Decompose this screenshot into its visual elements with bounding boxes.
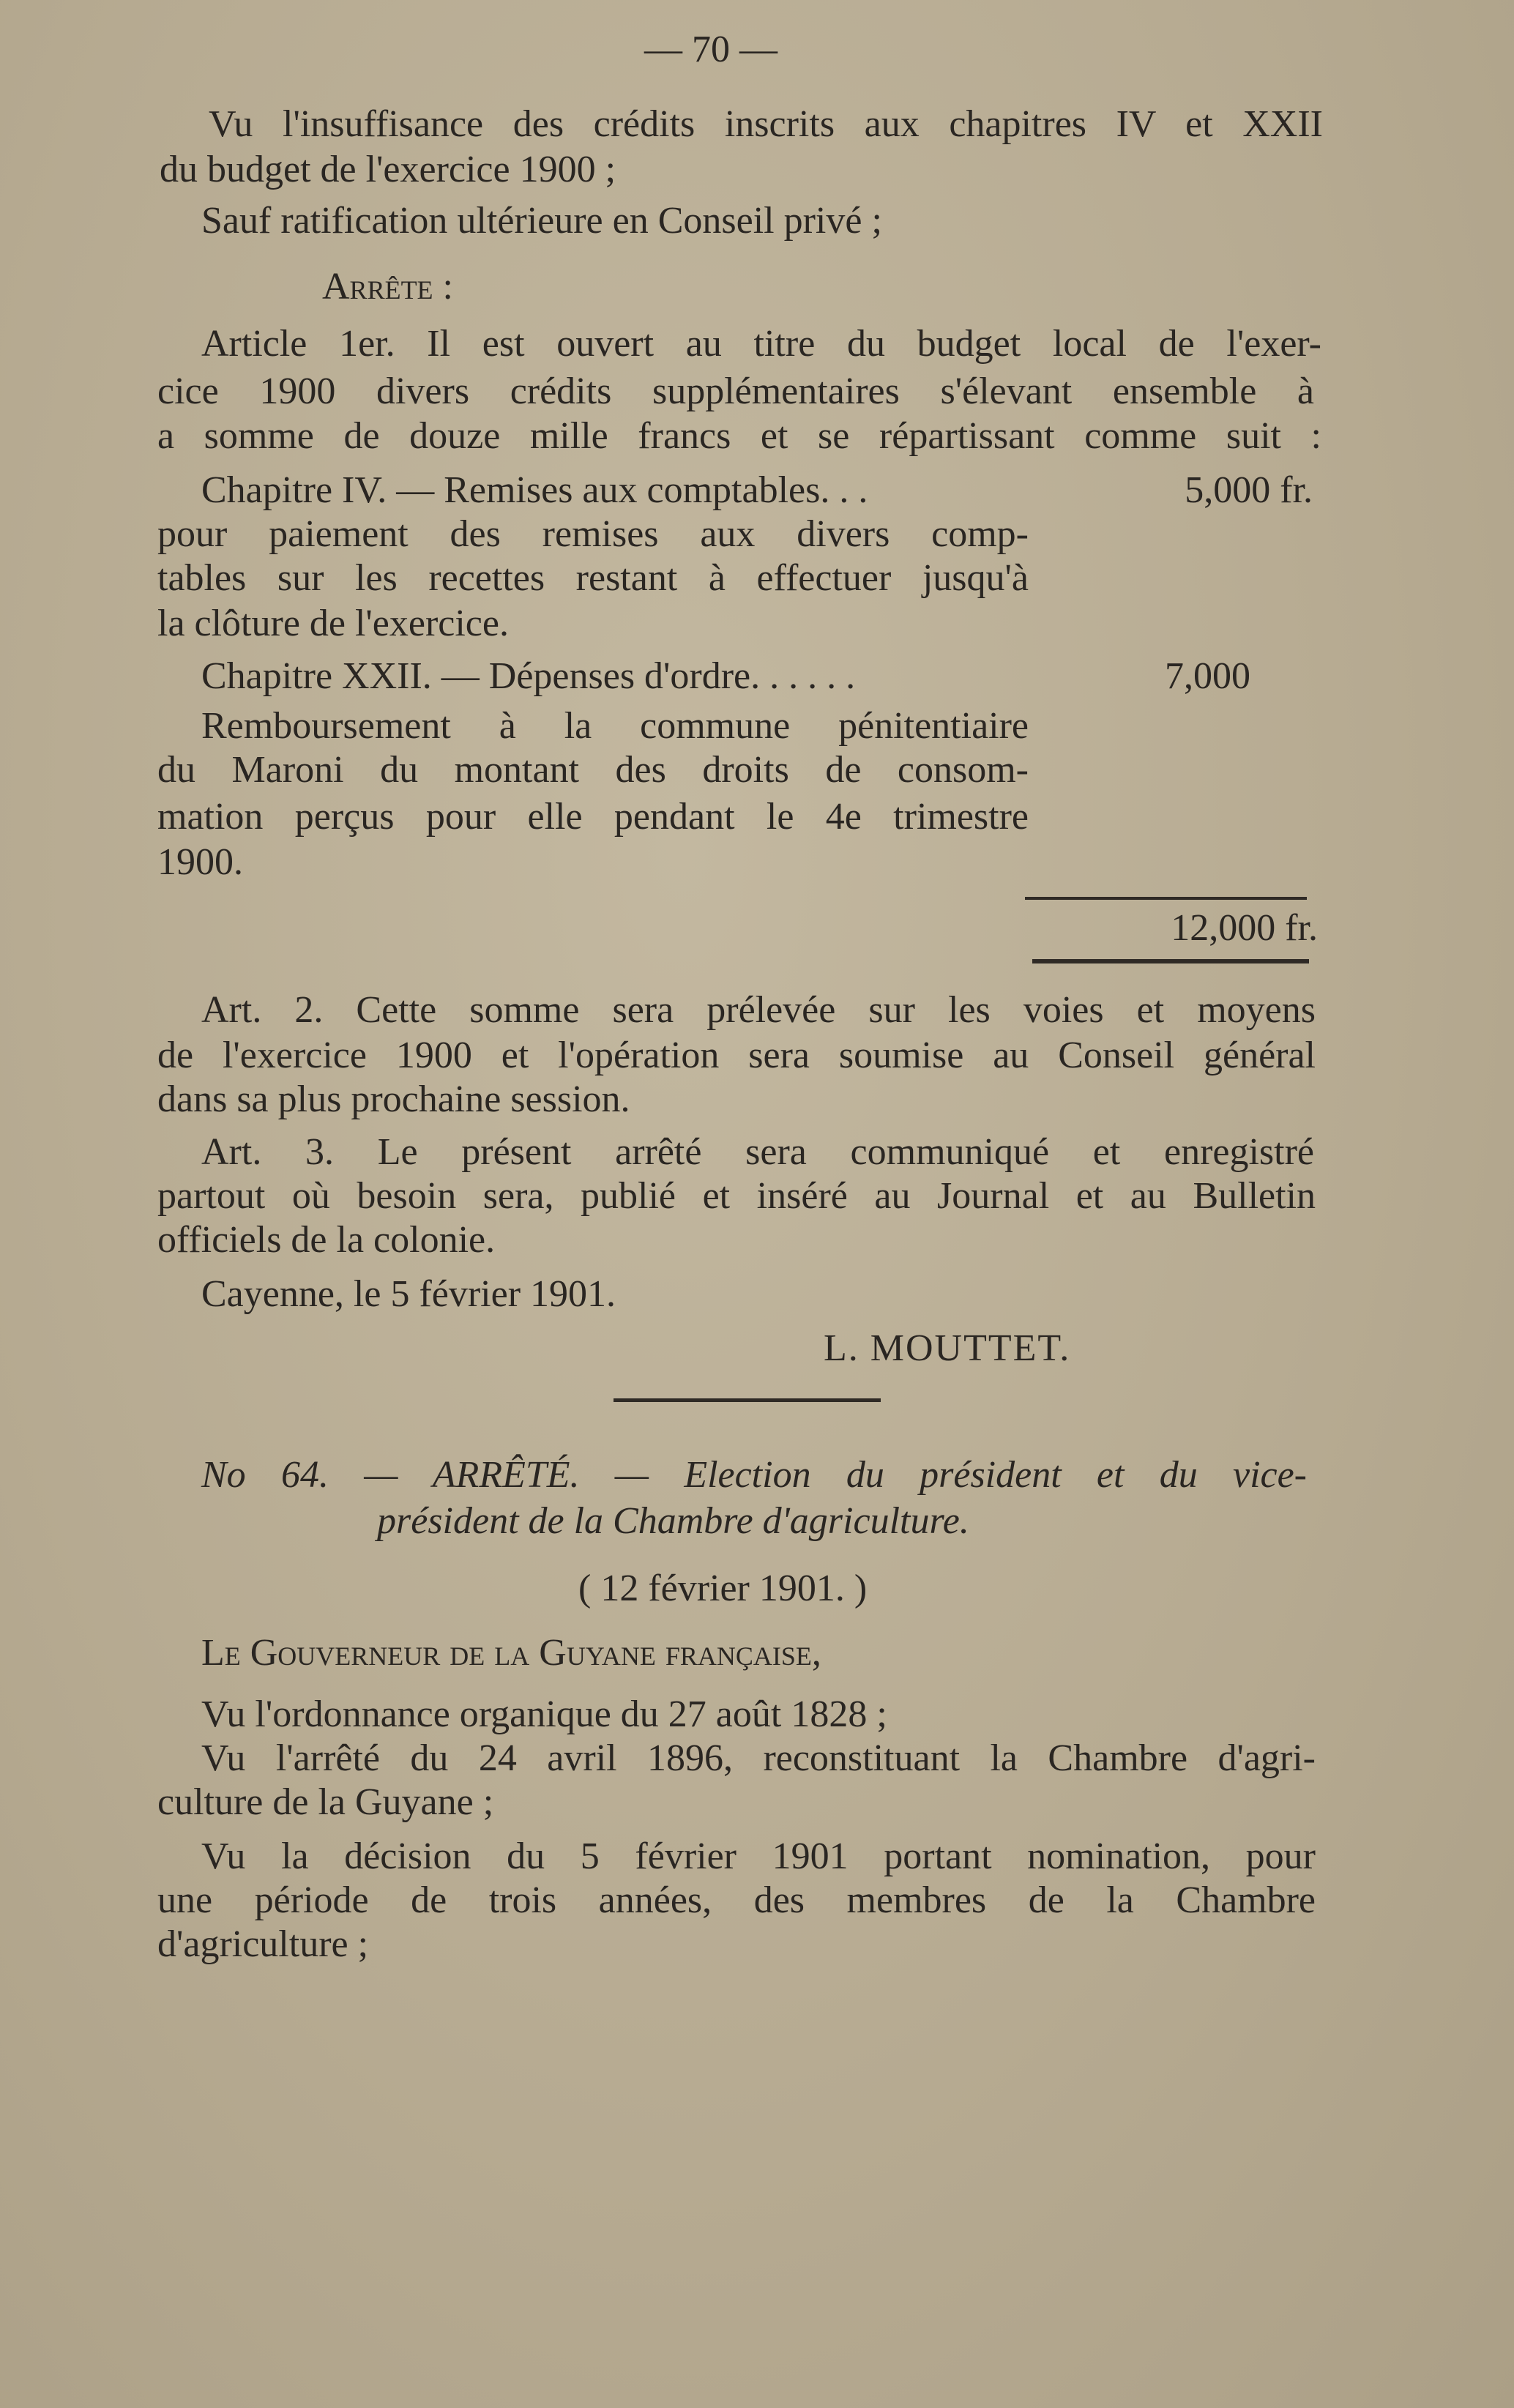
chapter4-desc-3: la clôture de l'exercice. [157,603,509,644]
article3-line-1: Art. 3. Le présent arrêté sera communiqué et enregistré [201,1131,1314,1173]
article1-line-3: a somme de douze mille francs et se répartissant comme suit : [157,415,1321,457]
article2-line-1: Art. 2. Cette somme sera prélevée sur les voies et moyens [201,989,1316,1031]
date-place: Cayenne, le 5 février 1901. [201,1273,616,1315]
signature: L. MOUTTET. [824,1327,1071,1369]
article1-line-1: Article 1er. Il est ouvert au titre du budget local de l'exer- [201,323,1321,365]
opening-formula: Le Gouverneur de la Guyane française, [201,1632,821,1674]
second-decree-heading-2: président de la Chambre d'agriculture. [377,1500,969,1542]
vu-line-5: une période de trois années, des membres de la Chambre [157,1879,1316,1921]
vu-line-6: d'agriculture ; [157,1923,369,1965]
article3-line-2: partout où besoin sera, publié et inséré au Journal et au Bulletin [157,1175,1316,1217]
chapter4-desc-2: tables sur les recettes restant à effectuer jusqu'à [157,557,1029,599]
section-separator [614,1398,881,1402]
article2-line-3: dans sa plus prochaine session. [157,1078,630,1120]
arrete-label: Arrête : [322,266,453,307]
vu-line-4: Vu la décision du 5 février 1901 portant nomination, pour [201,1835,1316,1877]
chapter22-desc-2: du Maroni du montant des droits de consom- [157,749,1029,791]
chapter4-title: Chapitre IV. — Remises aux comptables. . . [201,469,868,511]
page-number: — 70 — [644,29,777,70]
article3-line-3: officiels de la colonie. [157,1219,496,1261]
chapter22-desc-4: 1900. [157,841,243,883]
preamble-line-2: du budget de l'exercice 1900 ; [160,149,616,190]
chapter4-amount: 5,000 fr. [1185,469,1313,511]
preamble-line-1: Vu l'insuffisance des crédits inscrits aux chapitres IV et XXII [209,103,1323,145]
second-decree-heading-1: No 64. — ARRÊTÉ. — Election du président et du vice- [201,1454,1307,1496]
chapter4-desc-1: pour paiement des remises aux divers comp- [157,513,1029,555]
vu-line-3: culture de la Guyane ; [157,1781,494,1823]
vu-line-1: Vu l'ordonnance organique du 27 août 1828 ; [201,1693,887,1735]
total-amount: 12,000 fr. [1171,907,1318,949]
preamble-line-3: Sauf ratification ultérieure en Conseil privé ; [201,200,882,242]
article2-line-2: de l'exercice 1900 et l'opération sera soumise au Conseil général [157,1035,1316,1076]
chapter22-title: Chapitre XXII. — Dépenses d'ordre. . . . . . [201,655,856,697]
total-rule-bottom [1032,959,1309,963]
chapter22-amount: 7,000 [1165,655,1250,697]
vu-line-2: Vu l'arrêté du 24 avril 1896, reconstituant la Chambre d'agri- [201,1737,1316,1779]
chapter22-desc-3: mation perçus pour elle pendant le 4e trimestre [157,796,1029,838]
total-rule-top [1025,897,1307,900]
second-decree-date: ( 12 février 1901. ) [578,1568,868,1609]
chapter22-desc-1: Remboursement à la commune pénitentiaire [201,705,1029,747]
article1-line-2: cice 1900 divers crédits supplémentaires s'élevant ensemble à [157,370,1314,412]
